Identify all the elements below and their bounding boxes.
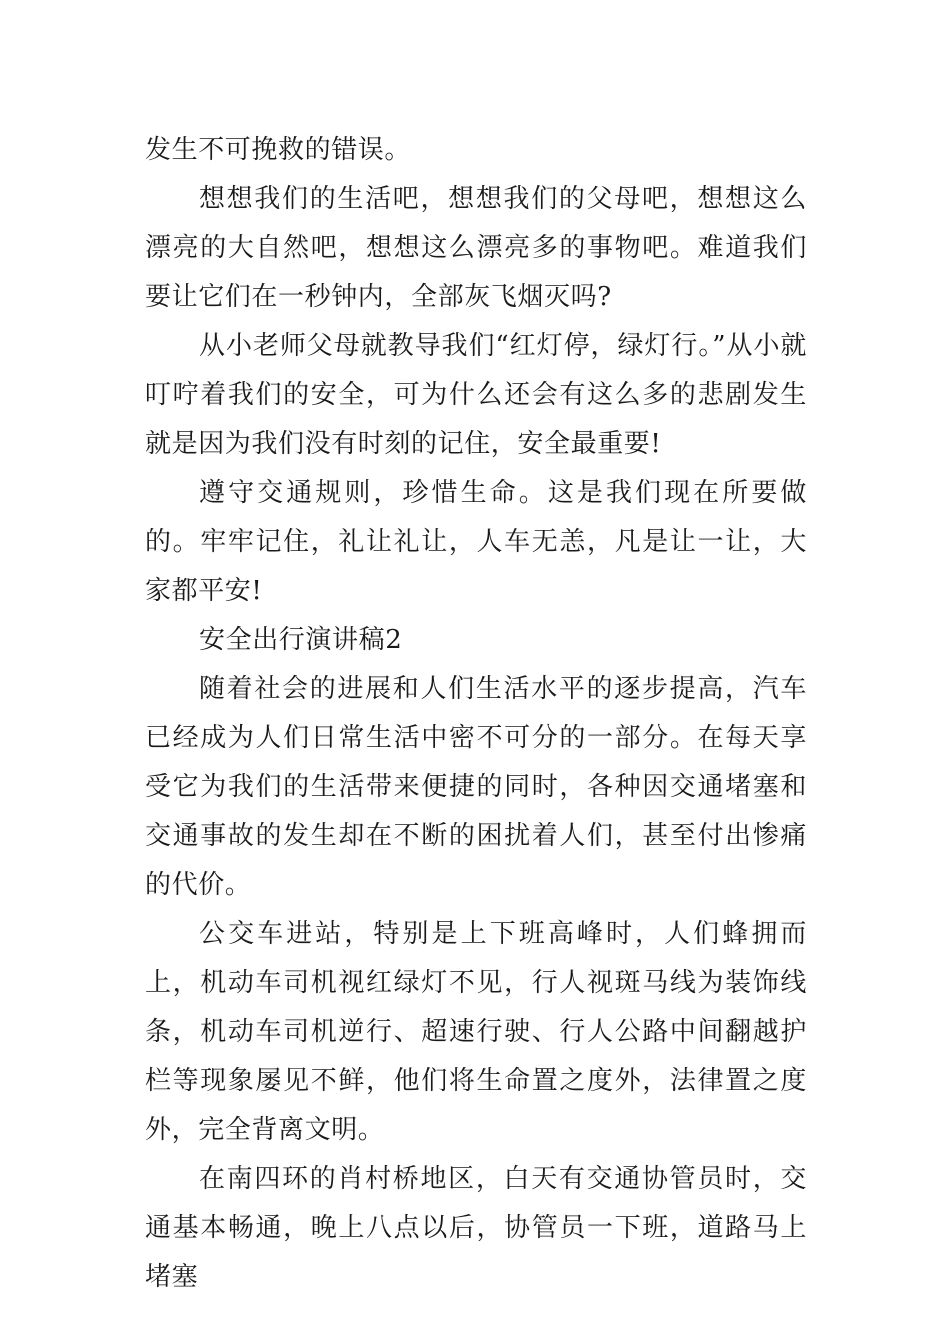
section-heading: 安全出行演讲稿2 — [199, 625, 403, 655]
paragraph: 遵守交通规则，珍惜生命。这是我们现在所要做的。牢牢记住，礼让礼让，人车无恙，凡是让一让，大家都平安! — [145, 478, 807, 606]
paragraph: 在南四环的肖村桥地区，白天有交通协管员时，交通基本畅通，晚上八点以后，协管员一下班，道路马上堵塞 — [145, 1164, 807, 1292]
document-page — [145, 126, 807, 1302]
paragraph-continuation: 发生不可挽救的错误。 — [145, 135, 412, 165]
paragraph: 想想我们的生活吧，想想我们的父母吧，想想这么漂亮的大自然吧，想想这么漂亮多的事物吧。难道我们要让它们在一秒钟内，全部灰飞烟灭吗? — [145, 184, 807, 312]
paragraph: 从小老师父母就教导我们“红灯停，绿灯行。”从小就叮咛着我们的安全，可为什么还会有这么多的悲剧发生就是因为我们没有时刻的记住，安全最重要! — [145, 331, 808, 459]
paragraph: 公交车进站，特别是上下班高峰时，人们蜂拥而上，机动车司机视红绿灯不见，行人视斑马线为装饰线条，机动车司机逆行、超速行驶、行人公路中间翻越护栏等现象屡见不鲜，他们将生命置之度外，法律置之度外，完全背离文明。 — [145, 919, 807, 1145]
paragraph: 随着社会的进展和人们生活水平的逐步提高，汽车已经成为人们日常生活中密不可分的一部分。在每天享受它为我们的生活带来便捷的同时，各种因交通堵塞和交通事故的发生却在不断的困扰着人们，甚至付出惨痛的代价。 — [145, 674, 807, 900]
